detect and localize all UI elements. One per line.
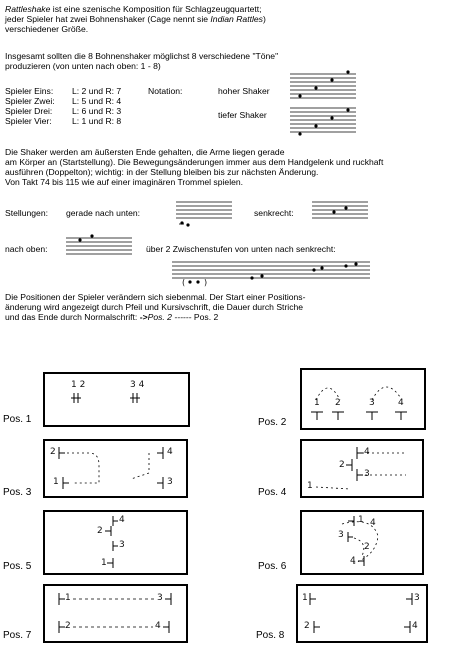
pos4-mark-3: 3 bbox=[364, 469, 370, 479]
pos4-mark-4: 4 bbox=[364, 447, 370, 457]
pos3-mark-4: 4 bbox=[167, 447, 173, 457]
player-2-name: Spieler Zwei: bbox=[5, 96, 55, 106]
pos2-mark-1: 1 bbox=[314, 398, 320, 408]
svg-text:(: ( bbox=[182, 278, 186, 287]
intro-line-1: Rattleshake ist eine szenische Komposition für Schlagzeugquartett; bbox=[5, 4, 262, 14]
pos1-mark-left: 1 2 bbox=[71, 380, 86, 390]
diagram-pos-5 bbox=[43, 510, 188, 575]
player-4-assign: L: 1 und R: 8 bbox=[72, 116, 122, 126]
notation-high-label: hoher Shaker bbox=[218, 86, 270, 96]
pos5-mark-1: 1 bbox=[101, 558, 107, 568]
holding-line-1: Die Shaker werden am äußersten Ende gehalten, die Arme liegen gerade bbox=[5, 147, 285, 157]
high-shaker-staff bbox=[288, 66, 358, 100]
intro-line-2: jeder Spieler hat zwei Bohnenshaker (Cage nennt sie Indian Rattles) bbox=[5, 14, 266, 24]
notation-label: Notation: bbox=[148, 86, 183, 96]
stellung-down-label: gerade nach unten: bbox=[66, 208, 141, 218]
pos6-mark-2: 2 bbox=[364, 542, 370, 552]
diagram-pos-2 bbox=[300, 368, 426, 430]
intro-line-3: verschiedener Größe. bbox=[5, 24, 89, 34]
pos7-mark-1: 1 bbox=[65, 593, 71, 603]
pos8-mark-3: 3 bbox=[414, 593, 420, 603]
player-3-name: Spieler Drei: bbox=[5, 106, 53, 116]
pos2-mark-3: 3 bbox=[369, 398, 375, 408]
pos2-path bbox=[302, 370, 424, 428]
staff-down bbox=[174, 198, 234, 232]
stage-line-1: Die Positionen der Spieler verändern sich siebenmal. Der Start einer Positions- bbox=[5, 292, 306, 302]
low-shaker-staff bbox=[288, 104, 358, 138]
pos2-mark-4: 4 bbox=[398, 398, 404, 408]
pos4-path bbox=[302, 441, 422, 496]
pos6-mark-4b: 4 bbox=[350, 556, 356, 566]
tones-line-2: produzieren (von unten nach oben: 1 - 8) bbox=[5, 61, 161, 71]
player-1-assign: L: 2 und R: 7 bbox=[72, 86, 122, 96]
tones-line-1: Insgesamt sollten die 8 Bohnenshaker möglichst 8 verschiedene "Töne" bbox=[5, 51, 279, 61]
player-2-assign: L: 5 und R: 4 bbox=[72, 96, 122, 106]
pos-3-label: Pos. 3 bbox=[3, 487, 32, 498]
stage-line-3: und das Ende durch Normalschrift: ->Pos. 2 ------ Pos. 2 bbox=[5, 312, 219, 322]
pos7-mark-4: 4 bbox=[155, 621, 161, 631]
pos6-mark-3: 3 bbox=[338, 530, 344, 540]
stellung-steps-label: über 2 Zwischenstufen von unten nach senkrecht: bbox=[146, 244, 336, 254]
stellungen-label: Stellungen: bbox=[5, 208, 49, 218]
pos-6-label: Pos. 6 bbox=[258, 561, 287, 572]
stage-line-2: änderung wird angezeigt durch Pfeil und Kursivschrift, die Dauer durch Striche bbox=[5, 302, 304, 312]
pos3-mark-2: 2 bbox=[50, 447, 56, 457]
pos3-mark-3: 3 bbox=[167, 477, 173, 487]
staff-steps bbox=[170, 254, 372, 288]
pos2-mark-2: 2 bbox=[335, 398, 341, 408]
pos-4-label: Pos. 4 bbox=[258, 487, 287, 498]
pos4-mark-2: 2 bbox=[339, 460, 345, 470]
diagram-pos-6 bbox=[300, 510, 424, 575]
pos8-shakers bbox=[298, 586, 426, 641]
pos1-mark-right: 3 4 bbox=[130, 380, 145, 390]
pos5-shakers bbox=[45, 512, 186, 573]
stellung-vertical-label: senkrecht: bbox=[254, 208, 294, 218]
pos-2-label: Pos. 2 bbox=[258, 417, 287, 428]
player-4-name: Spieler Vier: bbox=[5, 116, 52, 126]
pos3-mark-1: 1 bbox=[53, 477, 59, 487]
pos7-mark-2: 2 bbox=[65, 621, 71, 631]
pos5-mark-3: 3 bbox=[119, 540, 125, 550]
svg-text:): ) bbox=[204, 278, 208, 287]
staff-up bbox=[64, 232, 134, 258]
pos-1-label: Pos. 1 bbox=[3, 414, 32, 425]
pos8-mark-2: 2 bbox=[304, 621, 310, 631]
pos-5-label: Pos. 5 bbox=[3, 561, 32, 572]
pos-8-label: Pos. 8 bbox=[256, 630, 285, 641]
pos8-mark-1: 1 bbox=[302, 593, 308, 603]
pos7-mark-3: 3 bbox=[157, 593, 163, 603]
holding-line-4: Von Takt 74 bis 115 wie auf einer imaginären Trommel spielen. bbox=[5, 177, 244, 187]
diagram-pos-8 bbox=[296, 584, 428, 643]
diagram-pos-4 bbox=[300, 439, 424, 498]
holding-line-3: ausführen (Doppelton); wichtig: in der Stellung bleiben bis zur nächsten Änderung. bbox=[5, 167, 319, 177]
pos4-mark-1: 1 bbox=[307, 481, 313, 491]
player-1-name: Spieler Eins: bbox=[5, 86, 54, 96]
stellung-up-label: nach oben: bbox=[5, 244, 48, 254]
pos5-mark-2: 2 bbox=[97, 526, 103, 536]
pos1-shakers bbox=[67, 392, 177, 406]
diagram-pos-7 bbox=[43, 584, 188, 643]
player-3-assign: L: 6 und R: 3 bbox=[72, 106, 122, 116]
diagram-pos-3 bbox=[43, 439, 188, 498]
diagram-pos-1 bbox=[43, 372, 190, 427]
pos-7-label: Pos. 7 bbox=[3, 630, 32, 641]
pos8-mark-4: 4 bbox=[412, 621, 418, 631]
staff-vertical bbox=[310, 198, 370, 224]
pos3-path bbox=[45, 441, 186, 496]
notation-low-label: tiefer Shaker bbox=[218, 110, 267, 120]
holding-line-2: am Körper an (Startstellung). Die Bewegungsänderungen immer aus dem Handgelenk und ruckhaft bbox=[5, 157, 384, 167]
title-word: Rattleshake bbox=[5, 4, 51, 14]
pos6-mark-4: 4 bbox=[370, 518, 376, 528]
arrow-icon: -> bbox=[139, 312, 148, 322]
pos6-mark-1: 1 bbox=[358, 515, 364, 525]
pos5-mark-4: 4 bbox=[119, 515, 125, 525]
